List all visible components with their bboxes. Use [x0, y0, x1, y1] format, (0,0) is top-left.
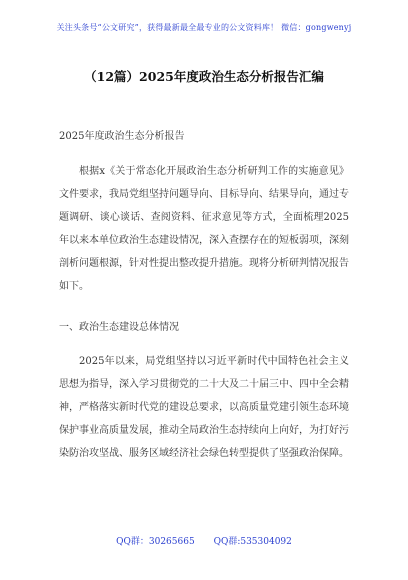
intro-paragraph: 根据x《关于常态化开展政治生态分析研判工作的实施意见》文件要求，我局党组坚持问题导向、目标导向、结果导向，通过专题调研、谈心谈话、查阅资料、征求意见等方式，全面梳理2025年以来本单位政治生态建设情况，深入查摆存在的短板弱项，深刻剖析问题根源，针对性提出整改提升措施。现将分析研判情况报告如下。: [59, 166, 349, 292]
section-1-paragraph: 2025年以来，局党组坚持以习近平新时代中国特色社会主义思想为指导，深入学习贯彻党的二十大及二十届三中、四中全会精神，严格落实新时代党的建设总要求，以高质量党建引领生态环境保护事业高质量发展，推动全局政治生态持续向上向好，为打好污染防治攻坚战、服务区域经济社会绿色转型提供了坚强政治保障。: [59, 356, 349, 459]
footer-qq-group-1[interactable]: QQ群：30265665: [116, 537, 195, 547]
document-subtitle: 2025年度政治生态分析报告: [59, 131, 185, 142]
section-heading-1: 一、政治生态建设总体情况: [59, 322, 179, 333]
header-banner[interactable]: 关注头条号“公文研究”，获得最新最全最专业的公文资料库！ 微信：gongwenyj: [56, 23, 352, 32]
footer-qq-group-2[interactable]: QQ群:535304092: [213, 537, 292, 547]
footer-contact: [0, 534, 408, 547]
document-title: （12篇）2025年度政治生态分析报告汇编: [84, 69, 324, 84]
